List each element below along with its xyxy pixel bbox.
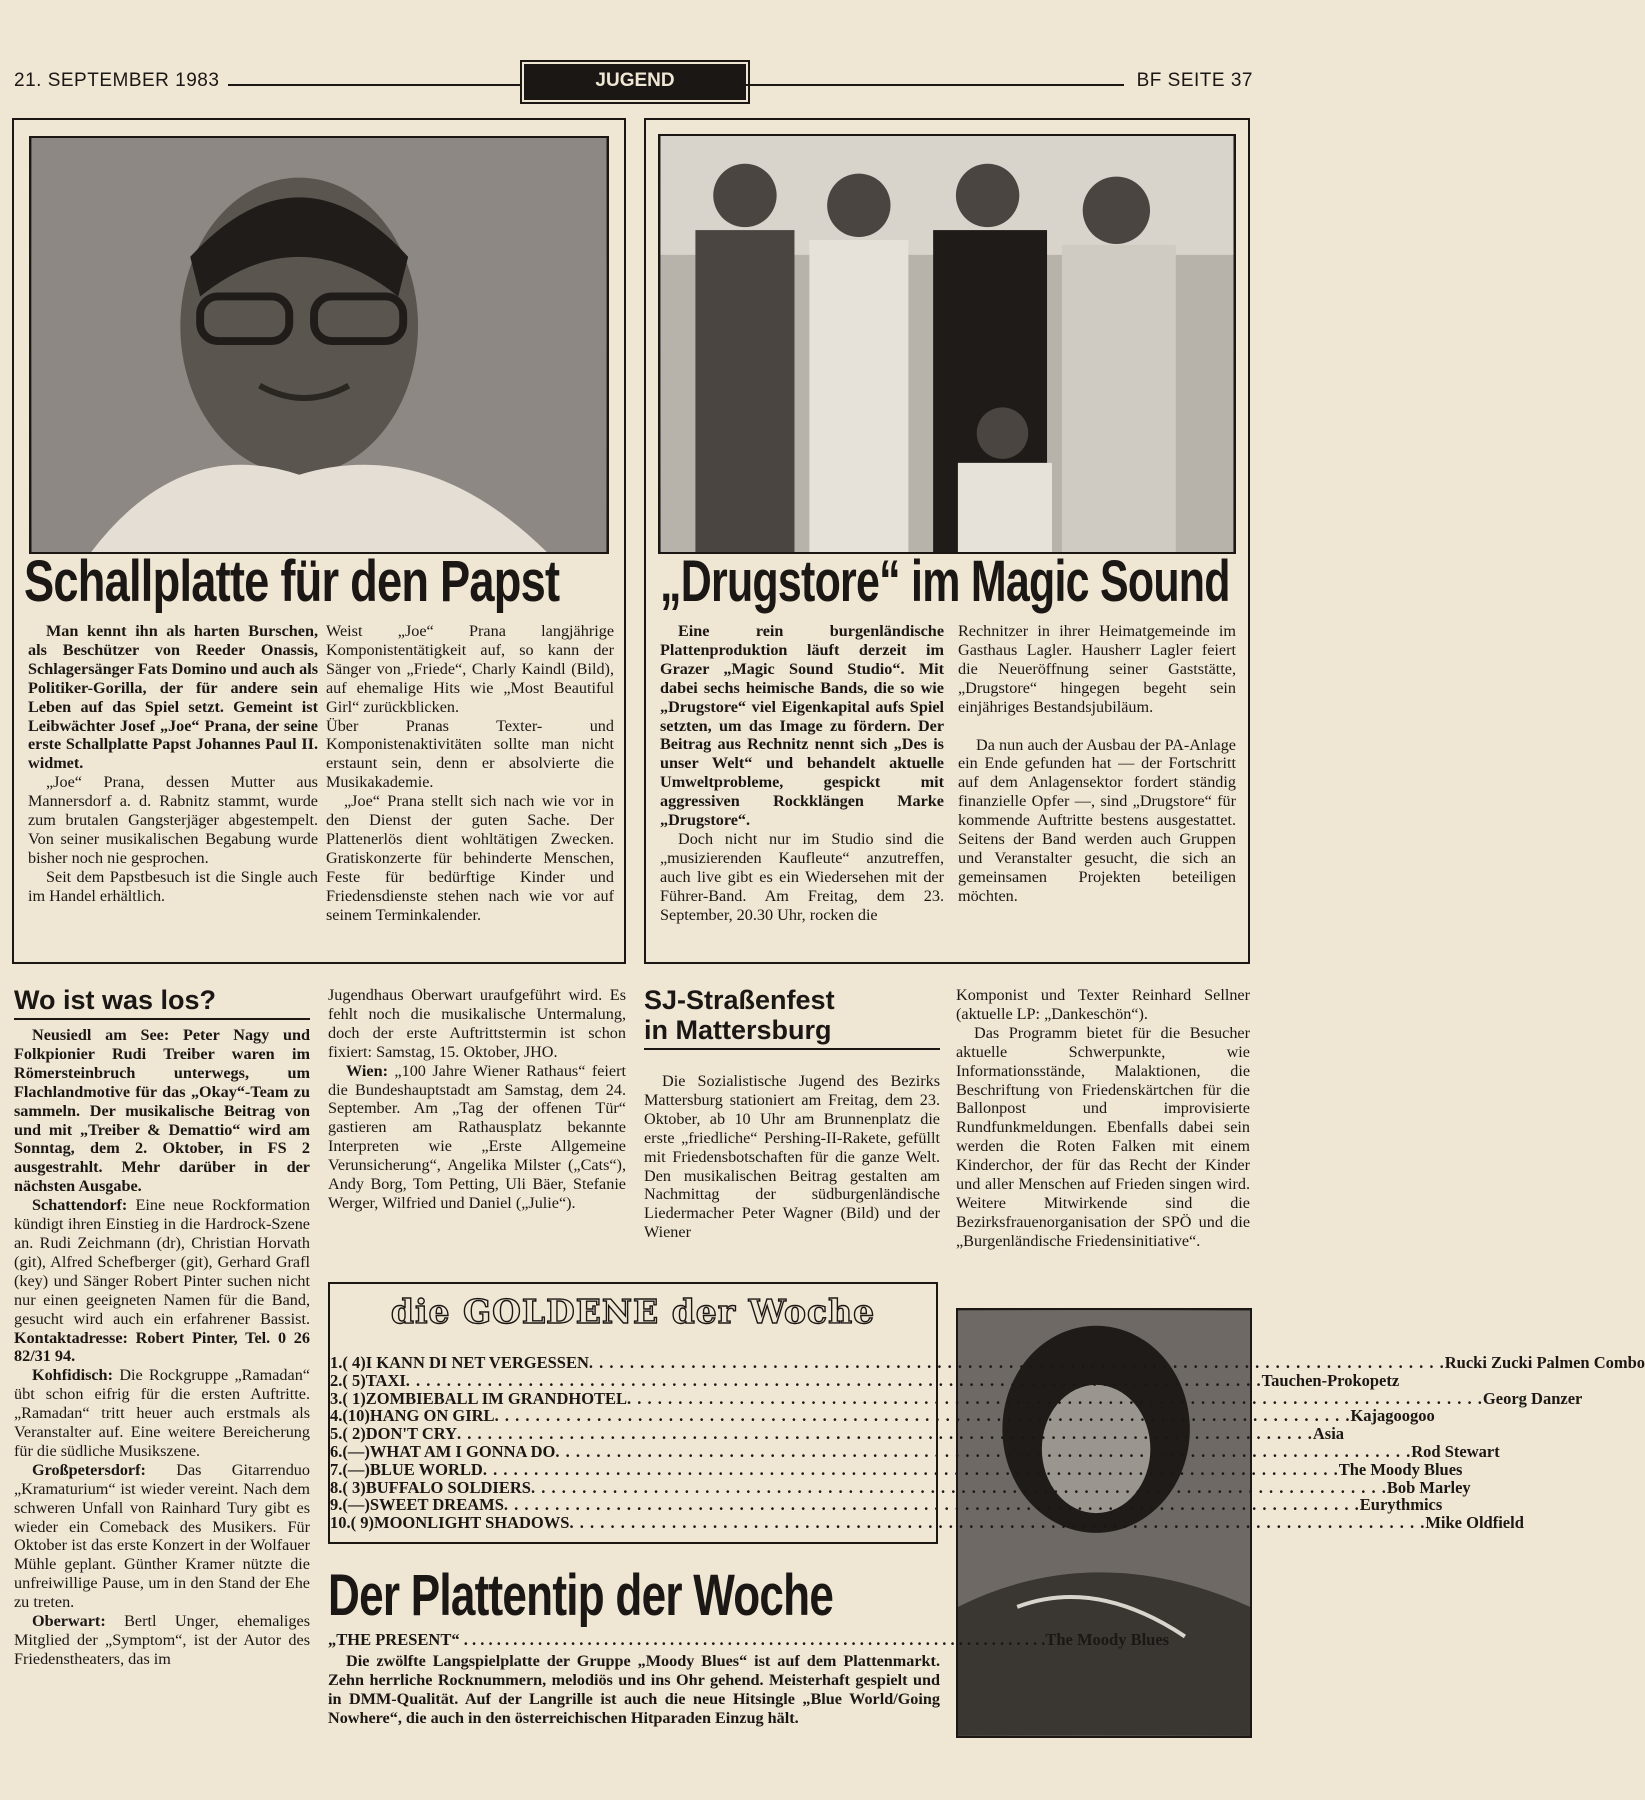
- plattentip-text: [328, 1652, 940, 1728]
- leader-dots: [457, 1425, 1313, 1443]
- chart-rank: 6.: [330, 1441, 343, 1461]
- issue-date: 21. SEPTEMBER 1983: [14, 70, 220, 91]
- leader-dots: [483, 1461, 1339, 1479]
- headline-underline: [14, 1018, 310, 1020]
- leader-dots: [495, 1407, 1351, 1425]
- chart-row: [330, 1459, 1463, 1479]
- place-name: Großpetersdorf:: [32, 1460, 146, 1479]
- column-drugstore-right: [958, 622, 1236, 906]
- album-artist: The Moody Blues: [1045, 1630, 1170, 1649]
- chart-artist: Tauchen-Prokopetz: [1261, 1370, 1400, 1390]
- place-name: Schattendorf:: [32, 1196, 128, 1215]
- chart-song-title: HANG ON GIRL: [369, 1406, 495, 1426]
- chart-rank: 8.: [330, 1477, 343, 1497]
- item-text: Bertl Unger, ehemaliges Mitglied der „Symptom“, ist der Autor des Friedenstheaters, das im: [14, 1612, 310, 1668]
- place-name: Oberwart:: [32, 1612, 106, 1631]
- chart-previous-rank: (10): [342, 1406, 370, 1426]
- chart-row: [330, 1441, 1500, 1461]
- paragraph: Die Sozialistische Jugend des Bezirks Mattersburg stationiert am Freitag, dem 23. Oktober, ab 10 Uhr am Brunnenplatz die erste „friedliche“ Pershing-II-Rakete, gefüllt mit Friedensbotschaften für die ganze Welt. Den musikalischen Beitrag gestalten am Nachmittag der südburgenländische Liedermacher Peter Wagner (Bild) und der Wiener: [644, 1072, 940, 1242]
- header-rule-right: [744, 84, 1124, 86]
- headline-drugstore: „Drugstore“ im Magic Sound: [660, 549, 1230, 614]
- column-drugstore-left: [660, 622, 944, 925]
- chart-previous-rank: (—): [342, 1459, 370, 1479]
- chart-song-title: SWEET DREAMS: [369, 1495, 504, 1515]
- chart-row: [330, 1424, 1345, 1444]
- place-name: Wien:: [346, 1061, 388, 1080]
- chart-artist: Rucki Zucki Palmen Combo: [1444, 1353, 1645, 1372]
- paragraph: Das Programm bietet für die Besucher aktuelle Schwerpunkte, wie Informationsstände, Malaktionen, die Beschriftung von Friedenskärtchen für die Ballonpost und improvisierte Rundfunkmeldungen. Ebenfalls dabei sein werden die Roten Falken mit einem Kinderchor, der für das Recht der Kinder und aller Menschen auf Frieden singen wird. Weitere Mitwirkende sind die Bezirksfrauenorganisation der SPÖ und die „Burgenländische Friedensinitiative“.: [956, 1023, 1250, 1250]
- lead-paragraph: Eine rein burgenländische Plattenproduktion läuft derzeit im Grazer „Magic Sound Studio“. Mit dabei sechs heimische Bands, die so wie „Drugstore“ viel Eigenkapital aufs Spiel setzten, um das Image zu fördern. Der Beitrag aus Rechnitz nennt sich „Des is unser Welt“ und behandelt aktuelle Umweltprobleme, gespickt mit aggressiven Rockklängen Marke „Drugstore“.: [660, 622, 944, 830]
- chart-previous-rank: ( 1): [342, 1388, 366, 1408]
- chart-artist: Rod Stewart: [1411, 1441, 1500, 1461]
- chart-previous-rank: ( 4): [342, 1353, 366, 1372]
- chart-rank: 5.: [330, 1424, 343, 1444]
- headline-papst: Schallplatte für den Papst: [24, 549, 560, 614]
- column-sj-right: [956, 986, 1250, 1251]
- contact-address: Kontaktadresse: Robert Pinter, Tel. 0 26 82/31 94.: [14, 1328, 310, 1366]
- headline-sj-line1: SJ-Straßenfest: [644, 985, 835, 1015]
- chart-song-title: TAXI: [365, 1370, 406, 1390]
- chart-song-title: I KANN DI NET VERGESSEN: [365, 1353, 589, 1372]
- headline-sj-line2: in Mattersburg: [644, 1015, 832, 1045]
- column-sj-left: [644, 1072, 940, 1242]
- chart-artist: Eurythmics: [1359, 1495, 1443, 1515]
- paragraph: Rechnitzer in ihrer Heimatgemeinde im Gasthaus Lagler. Hausherr Lagler feiert die Neueröffnung seiner Gaststätte, „Drugstore“ hingegen begeht sein einjähriges Bestandsjubiläum.: [958, 622, 1236, 716]
- column-wo-right: [328, 986, 626, 1213]
- headline-underline: [644, 1048, 940, 1050]
- portrait-photo: [29, 136, 609, 554]
- leader-dots: [531, 1479, 1387, 1497]
- chart-row: [330, 1370, 1400, 1390]
- chart-list: [330, 1353, 1645, 1533]
- chart-artist: Kajagoogoo: [1350, 1406, 1435, 1426]
- chart-rank: 2.: [330, 1370, 343, 1390]
- chart-previous-rank: ( 9): [350, 1513, 374, 1533]
- paragraph: Doch nicht nur im Studio sind die „musizierenden Kaufleute“ anzutreffen, auch live gibt es ein Wiedersehen mit der Führer-Band. Am Freitag, dem 23. September, 20.30 Uhr, rocken die: [660, 829, 944, 924]
- chart-row: [330, 1477, 1471, 1497]
- paragraph: Da nun auch der Ausbau der PA-Anlage ein Ende gefunden hat — der Fortschritt auf dem Anlagensektor fordert ständig finanzielle Opfer —, sind „Drugstore“ für kommende Auftritte bestens ausgestattet. Seitens der Band werden auch Gruppen und Veranstalter gesucht, die sich an gemeinsamen Projekten beteiligen möchten.: [958, 735, 1236, 905]
- chart-song-title: MOONLIGHT SHADOWS: [374, 1513, 570, 1533]
- chart-artist: Asia: [1312, 1424, 1345, 1444]
- article-drugstore-box: [644, 118, 1250, 964]
- headline-wo-ist-was-los: Wo ist was los?: [14, 985, 217, 1015]
- page-number: BF SEITE 37: [1136, 70, 1253, 91]
- leader-dots: [504, 1496, 1360, 1514]
- paragraph: Jugendhaus Oberwart uraufgeführt wird. Es fehlt noch die musikalische Untermalung, doch der erste Auftrittstermin ist schon fixiert: Samstag, 15. Oktober, JHO.: [328, 986, 626, 1061]
- band-group-photo-icon: [660, 136, 1234, 552]
- leader-dots: [555, 1443, 1411, 1461]
- chart-previous-rank: (—): [342, 1441, 370, 1461]
- article-papst-box: [12, 118, 626, 964]
- portrait-photo-icon: [31, 138, 607, 552]
- column-papst-left: [28, 622, 318, 906]
- chart-row: [330, 1388, 1583, 1408]
- leader-dots: [406, 1372, 1262, 1390]
- chart-rank: 7.: [330, 1459, 343, 1479]
- paragraph: Seit dem Papstbesuch ist die Single auch im Handel erhältlich.: [28, 867, 318, 905]
- chart-rank: 1.: [330, 1353, 343, 1372]
- chart-row: [330, 1495, 1443, 1515]
- paragraph: Die zwölfte Langspielplatte der Gruppe „Moody Blues“ ist auf dem Plattenmarkt. Zehn herrliche Rocknummern, melodiös und ins Ohr gehend. Meisterhaft gespielt und in DMM-Qualität. Auf der Langrille ist auch die neue Hitsingle „Blue World/Going Nowhere“, die auch in den österreichischen Hitparaden Einzug hält.: [328, 1652, 940, 1727]
- chart-row: [330, 1513, 1524, 1533]
- paragraph: Weist „Joe“ Prana langjährige Komponistentätigkeit auf, so kann der Sänger von „Friede“, Charly Kaindl (Bild), auf ehemalige Hits wie „Most Beautiful Girl“ zurückblicken.: [326, 622, 614, 716]
- chart-box: [328, 1282, 1645, 1544]
- chart-previous-rank: ( 2): [342, 1424, 366, 1444]
- column-wo-left: [14, 1026, 310, 1669]
- chart-artist: Mike Oldfield: [1425, 1513, 1524, 1533]
- paragraph: „Joe“ Prana stellt sich nach wie vor in den Dienst der guten Sache. Der Plattenerlös dient wohltätigen Zwecken. Gratiskonzerte für behinderte Menschen, Feste für bedürftige Kinder und Friedensdienste stehen nach wie vor auf seinem Terminkalender.: [326, 792, 614, 924]
- chart-previous-rank: (—): [342, 1495, 370, 1515]
- lead-paragraph: Man kennt ihn als harten Burschen, als Beschützer von Reeder Onassis, Schlagersänger Fats Domino und auch als Politiker-Gorilla, der für andere sein Leben auf das Spiel setzt. Gemeint ist Leibwächter Josef „Joe“ Prana, der seine erste Schallplatte Papst Johannes Paul II. widmet.: [28, 622, 318, 773]
- chart-rank: 3.: [330, 1388, 343, 1408]
- chart-previous-rank: ( 3): [342, 1477, 366, 1497]
- chart-song-title: ZOMBIEBALL IM GRANDHOTEL: [365, 1388, 628, 1408]
- album-title: „THE PRESENT“: [328, 1630, 460, 1649]
- chart-artist: The Moody Blues: [1338, 1459, 1463, 1479]
- plattentip-album-line: [328, 1630, 1170, 1649]
- item-text: Peter Nagy und Folkpionier Rudi Treiber waren im Römersteinbruch unterwegs, um Flachlandmotive für das „Okay“-Team zu sammeln. Der musikalische Beitrag von und mit „Treiber & Demattio“ wird am Sonntag, dem 2. Oktober, in FS 2 ausgestrahlt. Mehr darüber in der nächsten Ausgabe.: [14, 1026, 310, 1196]
- item-text: Das Gitarrenduo „Kramaturium“ ist wieder vereint. Nach dem schweren Unfall von Rainhard Tury gibt es wieder ein Comeback des Musikers. Für Oktober ist das erste Konzert in der Wolfauer Mühle geplant. Günther Kramer nützte die unfreiwillige Pause, um in den Stand der Ehe zu treten.: [14, 1460, 310, 1612]
- header-rule-left: [228, 84, 522, 86]
- chart-artist: Bob Marley: [1386, 1477, 1471, 1497]
- paragraph: Über Pranas Texter- und Komponistenaktivitäten sollte man nicht erstaunt sein, denn er absolvierte die Musikakademie.: [326, 716, 614, 792]
- place-name: Kohfidisch:: [32, 1366, 113, 1385]
- column-papst-right: [326, 622, 614, 925]
- chart-artist: Georg Danzer: [1482, 1388, 1583, 1408]
- item-text: Die Rockgruppe „Ramadan“ übt schon eifrig für die ersten Auftritte. „Ramadan“ tritt heuer auch erstmals als Veranstalter auf. Eine weitere Bereicherung für die südliche Musikszene.: [14, 1366, 310, 1460]
- band-photo: [658, 134, 1236, 554]
- paragraph: „Joe“ Prana, dessen Mutter aus Mannersdorf a. d. Rabnitz stammt, wurde zum brutalen Gangsterjäger abgestempelt. Von seiner musikalischen Begabung wurde bisher noch nie gesprochen.: [28, 773, 318, 867]
- leader-dots: . . . . . . . . . . . . . . . . . . . . . . . . . . . . . . . . . . . . . . . . . . . . . . . . . . . . . . . . . . . . . . . . . . . . . . .: [459, 1630, 1046, 1649]
- chart-song-title: BLUE WORLD: [369, 1459, 483, 1479]
- leader-dots: [569, 1514, 1425, 1532]
- chart-row: [330, 1353, 1645, 1372]
- chart-song-title: BUFFALO SOLDIERS: [365, 1477, 531, 1497]
- paragraph: Komponist und Texter Reinhard Sellner (aktuelle LP: „Dankeschön“).: [956, 986, 1250, 1023]
- chart-song-title: WHAT AM I GONNA DO: [369, 1441, 556, 1461]
- chart-row: [330, 1406, 1435, 1426]
- chart-song-title: DON'T CRY: [365, 1424, 457, 1444]
- section-label: JUGEND: [524, 64, 746, 100]
- chart-rank: 10.: [330, 1513, 351, 1533]
- chart-rank: 4.: [330, 1406, 343, 1426]
- chart-logo: die GOLDENE der Woche: [390, 1292, 876, 1331]
- chart-previous-rank: ( 5): [342, 1370, 366, 1390]
- leader-dots: [589, 1354, 1445, 1372]
- headline-plattentip: Der Plattentip der Woche: [328, 1563, 834, 1628]
- place-name: Neusiedl am See:: [32, 1026, 170, 1044]
- item-text: Eine neue Rockformation kündigt ihren Einstieg in die Hardrock-Szene an. Rudi Zeichmann (dr), Christian Horvath (git), Alfred Schefberger (git), Gerhard Grafl (key) und Sänger Robert Pinter suchen nicht nur einen geeigneten Namen für die Band, gesucht wird auch ein erfahrener Bassist.: [14, 1196, 310, 1328]
- leader-dots: [627, 1390, 1483, 1408]
- item-text: „100 Jahre Wiener Rathaus“ feiert die Bundeshauptstadt am Samstag, dem 24. September. Am „Tag der offenen Tür“ gastieren am Rathausplatz bekannte Interpreten wie „Erste Allgemeine Verunsicherung“, Angelika Milster („Cats“), Andy Borg, Tom Petting, Uli Bäer, Stefanie Werger, Wilfried und Daniel („Julie“).: [328, 1061, 626, 1212]
- chart-rank: 9.: [330, 1495, 343, 1515]
